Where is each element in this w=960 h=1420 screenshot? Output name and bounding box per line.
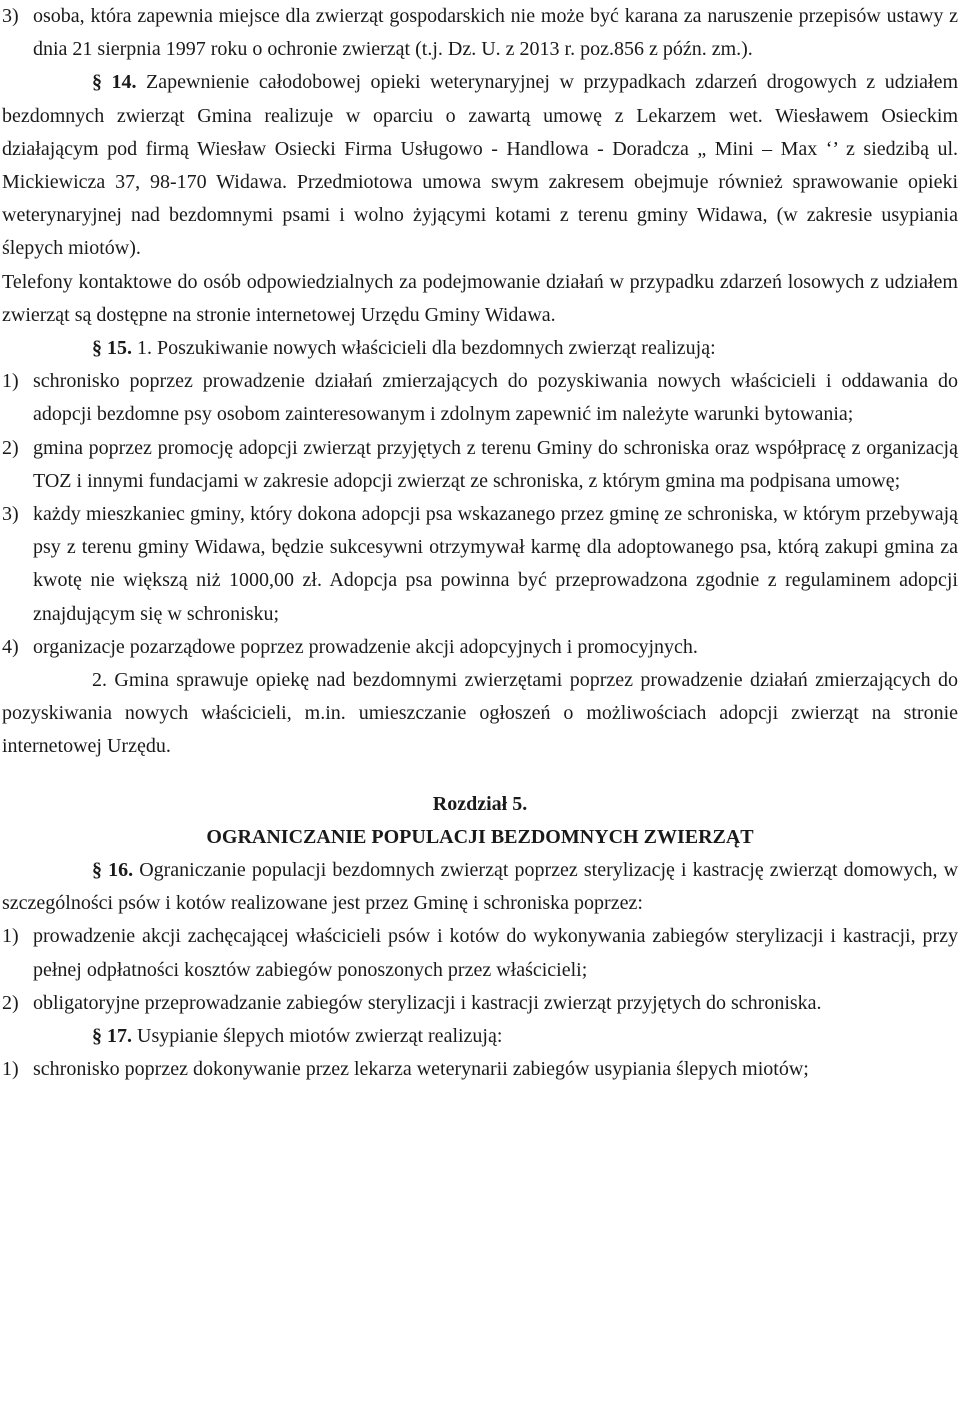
list-item-number: 2) [2,991,19,1014]
list-item-number: 1) [2,370,19,393]
list-item [2,365,958,431]
list-item-number: 2) [2,436,19,459]
paragraph-16-text: Ograniczanie populacji bezdomnych zwierząt poprzez sterylizację i kastrację zwierząt domowych, w szczególności psów i kotów realizowane jest przez Gminę i schroniska poprzez: [2,859,959,915]
list-item-text: prowadzenie akcji zachęcającej właścicieli psów i kotów do wykonywania zabiegów sterylizacji i kastracji, przy pełnej odpłatności kosztów zabiegów ponoszonych przez właścicieli; [33,925,958,981]
list-item-text: schronisko poprzez dokonywanie przez lekarza weterynarii zabiegów usypiania ślepych miotów; [33,1058,809,1081]
paragraph-16-mark: § 16. [92,859,134,882]
list-item-number: 1) [2,1058,19,1081]
list-item-number: 4) [2,635,19,658]
list-item-text: każdy mieszkaniec gminy, który dokona adopcji psa wskazanego przez gminę ze schroniska, w którym przebywają psy z terenu gminy Widawa, będzie sukcesywni otrzymywał karmę dla adoptowanego psa, którą zakupi gmina za kwotę nie większą niż 1000,00 zł. Adopcja psa powinna być przeprowadzona zgodnie z regulaminem adopcji znajdującym się w schronisku; [33,503,958,625]
list-item-text: gmina poprzez promocję adopcji zwierząt przyjętych z terenu Gminy do schroniska oraz współpracę z organizacją TOZ i innymi fundacjami w zakresie adopcji zwierząt ze schroniska, z którym gmina ma podpisana umowę; [33,436,958,492]
list-item [2,432,958,498]
paragraph-15-point-2: 2. Gmina sprawuje opiekę nad bezdomnymi zwierzętami poprzez prowadzenie działań zmierzających do pozyskiwania nowych właścicieli, m.in. umieszczanie ogłoszeń o możliwościach adopcji zwierząt na stronie internetowej Urzędu. [2,669,958,758]
list-item [2,0,958,66]
paragraph-14-contacts: Telefony kontaktowe do osób odpowiedzialnych za podejmowanie działań w przypadku zdarzeń losowych z udziałem zwierząt są dostępne na stronie internetowej Urzędu Gminy Widawa. [2,270,958,326]
paragraph-17-text: Usypianie ślepych miotów zwierząt realizują: [137,1025,503,1048]
list-item-text: osoba, która zapewnia miejsce dla zwierząt gospodarskich nie może być karana za naruszenie przepisów ustawy z dnia 21 sierpnia 1997 roku o ochronie zwierząt (t.j. Dz. U. z 2013 r. poz.856 z późn. zm.). [33,5,958,61]
list-item [2,631,958,664]
paragraph-17-mark: § 17. [92,1025,132,1048]
paragraph-16 [2,854,958,920]
list-item-text: organizacje pozarządowe poprzez prowadzenie akcji adopcyjnych i promocyjnych. [33,635,698,658]
list-item [2,1053,958,1086]
list-item-text: schronisko poprzez prowadzenie działań zmierzających do pozyskiwania nowych właścicieli i oddawania do adopcji bezdomne psy osobom zainteresowanym i zdolnym zapewnić im należyte warunki bytowania; [33,370,958,426]
list-item [2,920,958,986]
paragraph-15-mark: § 15. [92,337,132,360]
paragraph-14-mark: § 14. [92,71,137,94]
paragraph-15-lead: 1. Poszukiwanie nowych właścicieli dla bezdomnych zwierząt realizują: [137,337,716,360]
list-item-number: 3) [2,503,19,526]
paragraph-17 [2,1020,958,1053]
list-item-text: obligatoryjne przeprowadzanie zabiegów sterylizacji i kastracji zwierząt przyjętych do schroniska. [33,991,822,1014]
paragraph-15 [2,332,958,365]
chapter-title: OGRANICZANIE POPULACJI BEZDOMNYCH ZWIERZĄT [206,825,754,848]
list-item [2,987,958,1020]
list-item [2,498,958,631]
paragraph-14 [2,66,958,265]
list-item-number: 1) [2,925,19,948]
list-item-number: 3) [2,5,19,27]
paragraph-14-text: Zapewnienie całodobowej opieki weterynaryjnej w przypadkach zdarzeń drogowych z udziałem bezdomnych zwierząt Gmina realizuje w oparciu o zawartą umowę z Lekarzem wet. Wiesławem Osieckim działającym pod firmą Wiesław Osiecki Firma Usługowo - Handlowa - Doradcza „ Mini – Max ‘’ z siedzibą ul. Mickiewicza 37, 98-170 Widawa. Przedmiotowa umowa swym zakresem obejmuje również sprawowanie opieki weterynaryjnej nad bezdomnymi psami i wolno żyjącymi kotami z terenu gminy Widawa, (w zakresie usypiania ślepych miotów). [2,71,958,260]
chapter-number: Rozdział 5. [432,792,528,815]
